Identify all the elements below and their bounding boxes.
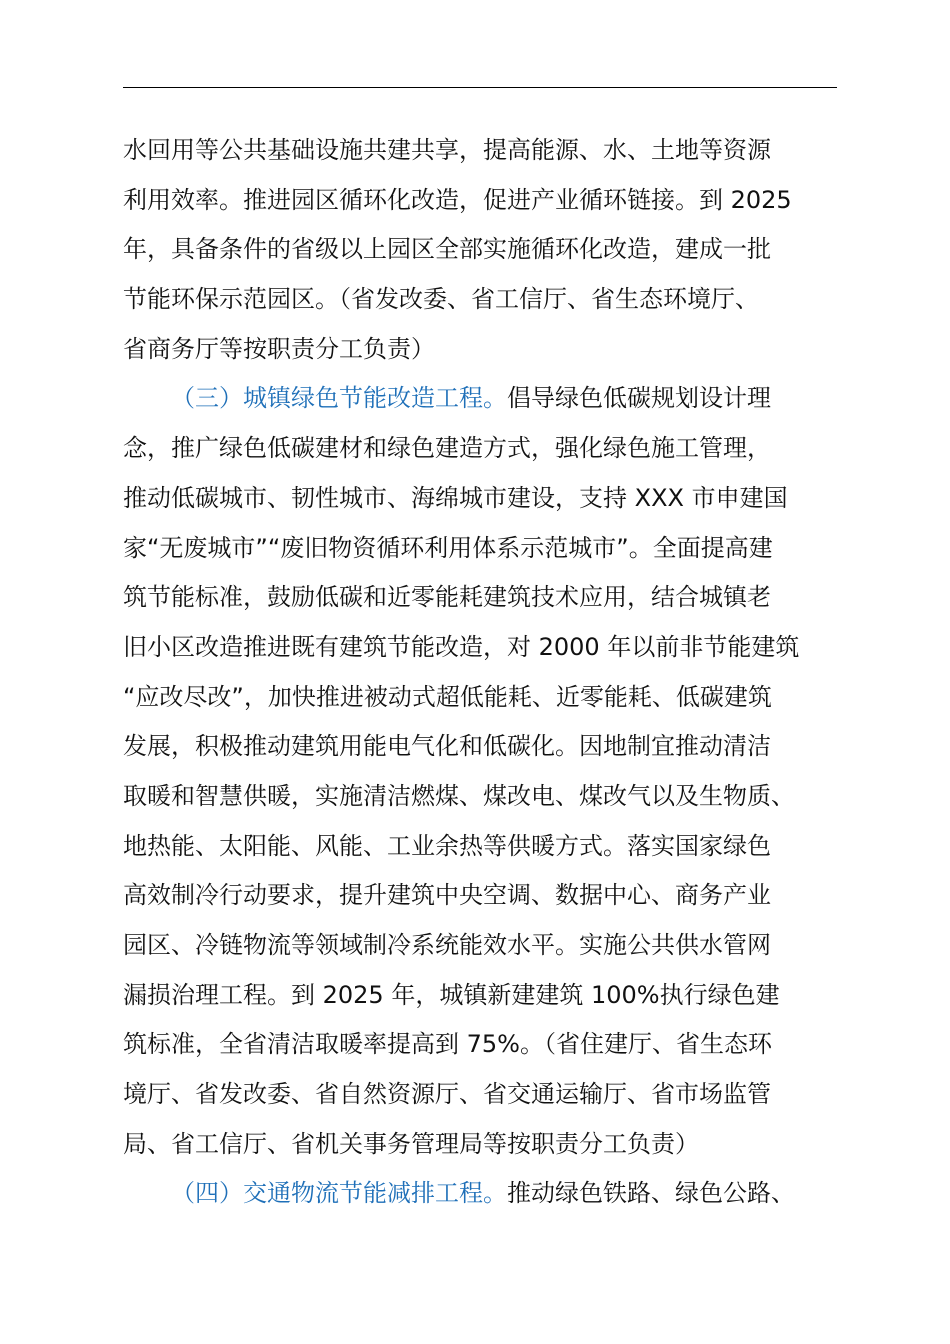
text-line: 园区、冷链物流等领域制冷系统能效水平。实施公共供水管网 <box>123 931 771 959</box>
body-text <box>123 126 863 1219</box>
text-line: 取暖和智慧供暖，实施清洁燃煤、煤改电、煤改气以及生物质、 <box>123 781 795 810</box>
section-4-first-line <box>123 1169 863 1219</box>
text-line: “应改尽改”，加快推进被动式超低能耗、近零能耗、低碳建筑 <box>123 682 772 711</box>
text-line: 漏损治理工程。到 2025 年，城镇新建建筑 100%执行绿色建 <box>123 980 780 1009</box>
text-line: 境厅、省发改委、省自然资源厅、省交通运输厅、省市场监管 <box>123 1080 771 1109</box>
text-line: 节能环保示范园区。（省发改委、省工信厅、省生态环境厅、 <box>123 285 759 314</box>
text-line: 高效制冷行动要求，提升建筑中央空调、数据中心、商务产业 <box>123 881 771 910</box>
text-line: 家“无废城市”“废旧物资循环利用体系示范城市”。全面提高建 <box>123 533 773 562</box>
text-line: 局、省工信厅、省机关事务管理局等按职责分工负责） <box>123 1129 699 1158</box>
text-line: 发展，积极推动建筑用能电气化和低碳化。因地制宜推动清洁 <box>123 732 771 761</box>
text-line: 年，具备条件的省级以上园区全部实施循环化改造，建成一批 <box>123 235 771 264</box>
text-line: 水回用等公共基础设施共建共享，提高能源、水、土地等资源 <box>123 136 771 164</box>
section-3-first-line <box>123 374 863 424</box>
section-3-text: 倡导绿色低碳规划设计理 <box>507 384 771 413</box>
text-line: 筑标准，全省清洁取暖率提高到 75%。（省住建厅、省生态环 <box>123 1030 772 1059</box>
section-3-heading: （三）城镇绿色节能改造工程。 <box>171 384 507 413</box>
text-line: 旧小区改造推进既有建筑节能改造，对 2000 年以前非节能建筑 <box>123 632 800 661</box>
section-4-text: 推动绿色铁路、绿色公路、 <box>507 1179 795 1208</box>
text-line: 念，推广绿色低碳建材和绿色建造方式，强化绿色施工管理， <box>123 434 771 463</box>
header-rule <box>123 87 837 88</box>
text-line: 利用效率。推进园区循环化改造，促进产业循环链接。到 2025 <box>123 185 792 214</box>
text-line: 地热能、太阳能、风能、工业余热等供暖方式。落实国家绿色 <box>123 831 771 860</box>
text-line: 省商务厅等按职责分工负责） <box>123 334 435 363</box>
section-4-heading: （四）交通物流节能减排工程。 <box>171 1179 507 1208</box>
text-line: 推动低碳城市、韧性城市、海绵城市建设，支持 XXX 市申建国 <box>123 483 788 512</box>
text-line: 筑节能标准，鼓励低碳和近零能耗建筑技术应用，结合城镇老 <box>123 583 771 612</box>
